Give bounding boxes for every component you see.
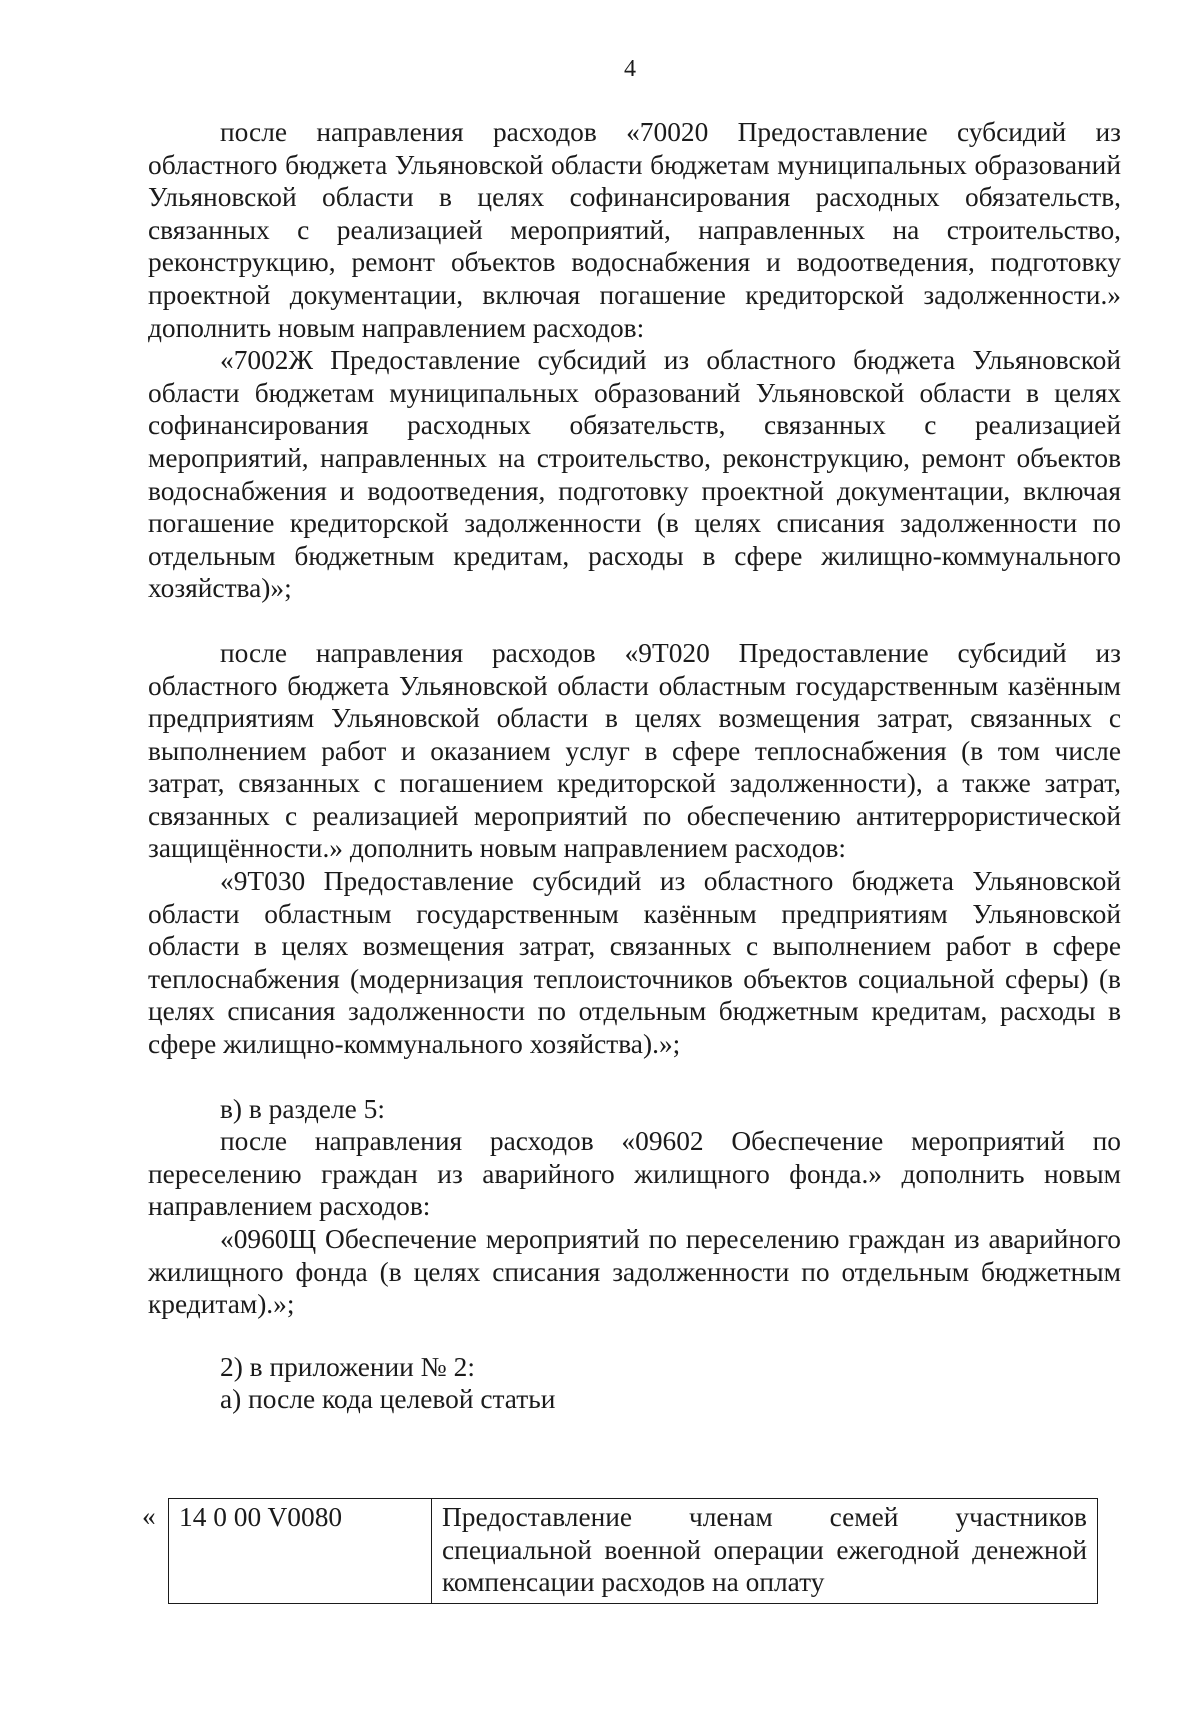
code-table <box>168 1498 1098 1604</box>
paragraph-7002zh: «7002Ж Предоставление субсидий из областного бюджета Ульяновской области бюджетам муниципальных образований Ульяновской области в целях софинансирования расходных обязательств, связанных с реализацией мероприятий, направленных на строительство, реконструкцию, ремонт объектов водоснабжения и водоотведения, подготовку проектной документации, включая погашение кредиторской задолженности (в целях списания задолженности по отдельным бюджетным кредитам, расходы в сфере жилищно-коммунального хозяйства)»; <box>148 345 1121 604</box>
paragraph-appendix-2: 2) в приложении № 2: <box>220 1351 475 1382</box>
document-body <box>148 116 1121 1416</box>
opening-quote: « <box>142 1501 156 1531</box>
table-row <box>169 1499 1098 1604</box>
target-code-cell: 14 0 00 V0080 <box>169 1499 432 1604</box>
paragraph-after-9t020: после направления расходов «9Т020 Предоставление субсидий из областного бюджета Ульяновской области областным государственным казённым предприятиям Ульяновской области в целях возмещения затрат, связанных с выполнением работ и оказанием услуг в сфере теплоснабжения (в том числе затрат, связанных с погашением кредиторской задолженности), а также затрат, связанных с реализацией мероприятий по обеспечению антитеррористической защищённости.» дополнить новым направлением расходов: <box>148 637 1121 864</box>
paragraph-9t030: «9Т030 Предоставление субсидий из областного бюджета Ульяновской области областным государственным казённым предприятиям Ульяновской области в целях возмещения затрат, связанных с выполнением работ в сфере теплоснабжения (модернизация теплоисточников объектов социальной сферы) (в целях списания задолженности по отдельным бюджетным кредитам, расходы в сфере жилищно-коммунального хозяйства).»; <box>148 866 1121 1060</box>
paragraph-0960shch: «0960Щ Обеспечение мероприятий по переселению граждан из аварийного жилищного фонда (в целях списания задолженности по отдельным бюджетным кредитам).»; <box>148 1224 1121 1320</box>
page-number: 4 <box>624 56 636 82</box>
paragraph-after-09602: после направления расходов «09602 Обеспечение мероприятий по переселению граждан из аварийного жилищного фонда.» дополнить новым направлением расходов: <box>148 1126 1121 1222</box>
paragraph-after-target-code: а) после кода целевой статьи <box>220 1384 556 1415</box>
description-cell: Предоставление членам семей участников специальной военной операции ежегодной денежной компенсации расходов на оплату <box>432 1499 1098 1604</box>
paragraph-section-5: в) в разделе 5: <box>220 1093 385 1124</box>
paragraph-after-70020: после направления расходов «70020 Предоставление субсидий из областного бюджета Ульяновской области бюджетам муниципальных образований Ульяновской области в целях софинансирования расходных обязательств, связанных с реализацией мероприятий, направленных на строительство, реконструкцию, ремонт объектов водоснабжения и водоотведения, подготовку проектной документации, включая погашение кредиторской задолженности.» дополнить новым направлением расходов: <box>148 117 1121 343</box>
